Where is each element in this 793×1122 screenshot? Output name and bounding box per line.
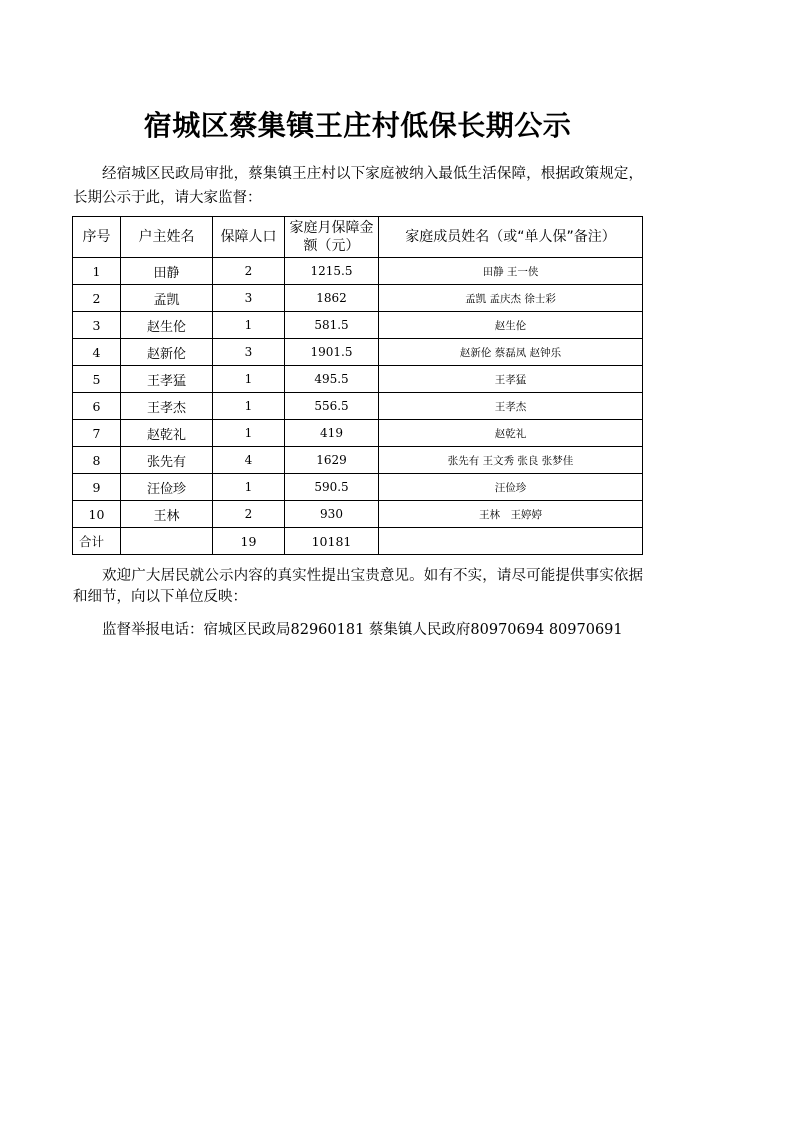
- table-row: [73, 393, 643, 420]
- header-covered-count: 保障人口: [213, 217, 285, 258]
- row-family-members: 赵乾礼: [379, 420, 643, 447]
- row-seq: 8: [73, 447, 121, 474]
- row-monthly-amount: 419: [285, 420, 379, 447]
- header-seq: 序号: [73, 217, 121, 258]
- row-family-members: 王孝杰: [379, 393, 643, 420]
- row-seq: 7: [73, 420, 121, 447]
- row-head-name: 张先有: [121, 447, 213, 474]
- table-row: [73, 339, 643, 366]
- row-monthly-amount: 1629: [285, 447, 379, 474]
- row-seq: 1: [73, 258, 121, 285]
- row-family-members: 赵新伦 蔡磊凤 赵钟乐: [379, 339, 643, 366]
- intro-paragraph: 经宿城区民政局审批，蔡集镇王庄村以下家庭被纳入最低生活保障，根据政策规定，长期公示于此，请大家监督：: [73, 166, 643, 206]
- row-family-members: 王孝猛: [379, 366, 643, 393]
- row-covered-count: 1: [213, 312, 285, 339]
- row-monthly-amount: 495.5: [285, 366, 379, 393]
- row-family-members: 张先有 王文秀 张良 张梦佳: [379, 447, 643, 474]
- row-seq: 9: [73, 474, 121, 501]
- subsidy-table: [72, 216, 643, 555]
- table-row: [73, 501, 643, 528]
- row-monthly-amount: 590.5: [285, 474, 379, 501]
- row-covered-count: 1: [213, 366, 285, 393]
- total-members-blank: [379, 528, 643, 555]
- total-label: 合计: [73, 528, 121, 555]
- table-row: [73, 420, 643, 447]
- closing-paragraph: 欢迎广大居民就公示内容的真实性提出宝贵意见。如有不实，请尽可能提供事实依据和细节，向以下单位反映：: [73, 568, 643, 605]
- table-row: [73, 312, 643, 339]
- table-row: [73, 258, 643, 285]
- total-count: 19: [213, 528, 285, 555]
- row-head-name: 孟凯: [121, 285, 213, 312]
- row-family-members: 田静 王一侠: [379, 258, 643, 285]
- header-head-name: 户主姓名: [121, 217, 213, 258]
- row-family-members: 汪俭珍: [379, 474, 643, 501]
- row-covered-count: 3: [213, 339, 285, 366]
- row-family-members: 赵生伦: [379, 312, 643, 339]
- row-head-name: 王林: [121, 501, 213, 528]
- row-head-name: 田静: [121, 258, 213, 285]
- row-covered-count: 1: [213, 420, 285, 447]
- header-monthly-amount: 家庭月保障金额（元）: [285, 217, 379, 258]
- row-head-name: 赵新伦: [121, 339, 213, 366]
- row-monthly-amount: 556.5: [285, 393, 379, 420]
- row-seq: 10: [73, 501, 121, 528]
- total-blank: [121, 528, 213, 555]
- row-head-name: 汪俭珍: [121, 474, 213, 501]
- row-head-name: 赵乾礼: [121, 420, 213, 447]
- table-header-row: [73, 217, 643, 258]
- row-covered-count: 1: [213, 474, 285, 501]
- hotline-line: 监督举报电话：宿城区民政局82960181 蔡集镇人民政府80970694 80970691: [102, 622, 623, 638]
- table-row: [73, 474, 643, 501]
- table-row: [73, 366, 643, 393]
- row-covered-count: 3: [213, 285, 285, 312]
- row-seq: 6: [73, 393, 121, 420]
- row-monthly-amount: 930: [285, 501, 379, 528]
- row-head-name: 王孝杰: [121, 393, 213, 420]
- table-row: [73, 285, 643, 312]
- row-family-members: 王林 王婷婷: [379, 501, 643, 528]
- table-row: [73, 447, 643, 474]
- row-covered-count: 2: [213, 258, 285, 285]
- header-family-members: 家庭成员姓名（或“单人保”备注）: [379, 217, 643, 258]
- page-title: 宿城区蔡集镇王庄村低保长期公示: [143, 109, 572, 142]
- row-head-name: 王孝猛: [121, 366, 213, 393]
- row-covered-count: 4: [213, 447, 285, 474]
- row-monthly-amount: 1215.5: [285, 258, 379, 285]
- row-covered-count: 1: [213, 393, 285, 420]
- row-seq: 4: [73, 339, 121, 366]
- row-covered-count: 2: [213, 501, 285, 528]
- table-total-row: [73, 528, 643, 555]
- total-amount: 10181: [285, 528, 379, 555]
- row-monthly-amount: 1901.5: [285, 339, 379, 366]
- row-seq: 2: [73, 285, 121, 312]
- row-monthly-amount: 1862: [285, 285, 379, 312]
- row-family-members: 孟凯 孟庆杰 徐士彩: [379, 285, 643, 312]
- row-seq: 3: [73, 312, 121, 339]
- row-head-name: 赵生伦: [121, 312, 213, 339]
- row-seq: 5: [73, 366, 121, 393]
- row-monthly-amount: 581.5: [285, 312, 379, 339]
